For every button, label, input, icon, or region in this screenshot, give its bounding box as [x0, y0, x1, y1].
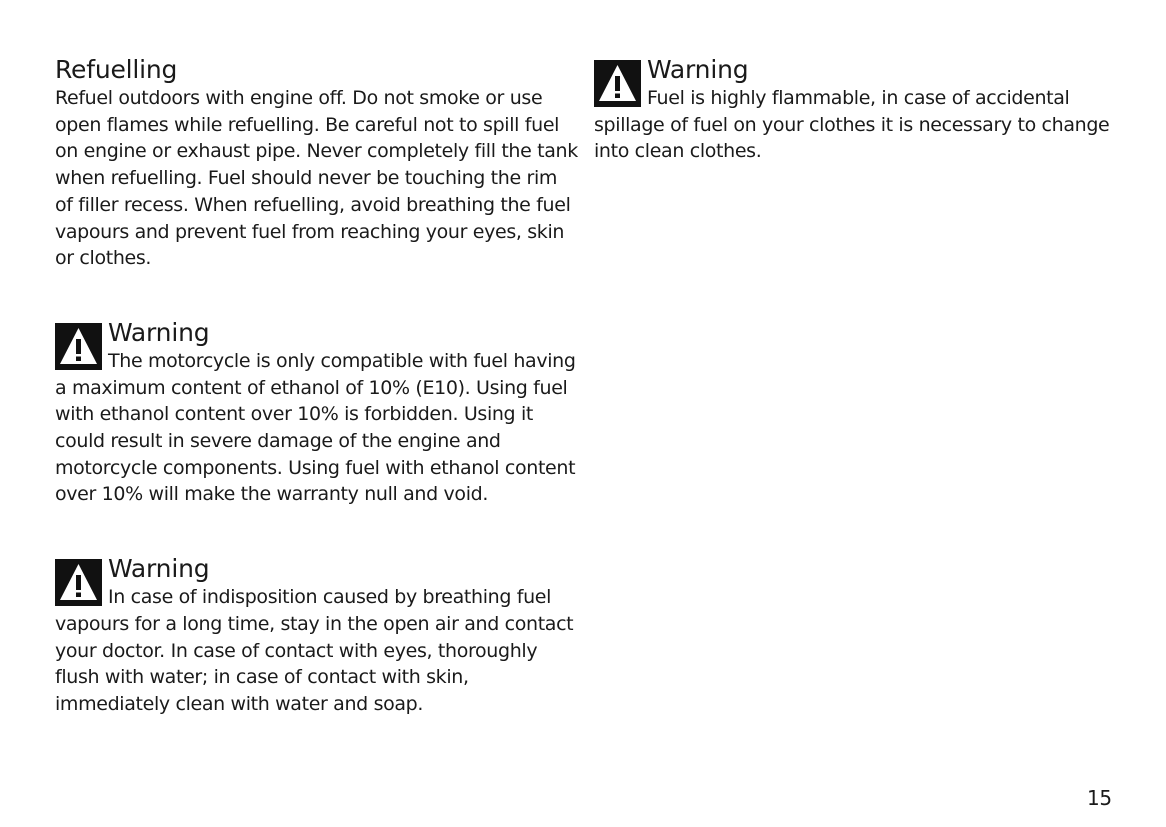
right-column [594, 55, 1114, 165]
warning-ethanol [55, 318, 580, 508]
warning-flammable-heading: Warning [647, 55, 749, 84]
warning-vapours [55, 554, 580, 718]
page-number: 15 [1087, 786, 1112, 810]
warning-vapours-text: In case of indisposition caused by breathing fuel vapours for a long time, stay in the open air and contact your doctor. In case of contact with eyes, thoroughly flush with water; in case of contact with skin, immediately clean with water and soap. [55, 586, 574, 715]
warning-triangle-icon [594, 60, 641, 107]
left-column [55, 55, 580, 718]
warning-flammable [594, 55, 1114, 165]
warning-vapours-heading: Warning [108, 554, 210, 584]
warning-triangle-icon [55, 559, 102, 606]
warning-triangle-icon [55, 323, 102, 370]
refuelling-text: Refuel outdoors with engine off. Do not smoke or use open flames while refuelling. Be careful not to spill fuel on engine or exhaust pipe. Never completely fill the tank when refuelling. Fuel should never be touching the rim of filler recess. When refuelling, avoid breathing the fuel vapours and prevent fuel from reaching your eyes, skin or clothes. [55, 87, 578, 270]
warning-ethanol-text: The motorcycle is only compatible with fuel having a maximum content of ethanol of 10% (E10). Using fuel with ethanol content over 10% is forbidden. Using it could result in severe damage of the engine and motorcycle components. Using fuel with ethanol content over 10% will make the warranty null and void. [55, 349, 576, 506]
warning-ethanol-heading: Warning [108, 317, 210, 347]
refuelling-section [55, 55, 580, 272]
refuelling-heading: Refuelling [55, 55, 178, 84]
warning-flammable-text: Fuel is highly flammable, in case of accidental spillage of fuel on your clothes it is necessary to change into clean clothes. [594, 87, 1110, 163]
